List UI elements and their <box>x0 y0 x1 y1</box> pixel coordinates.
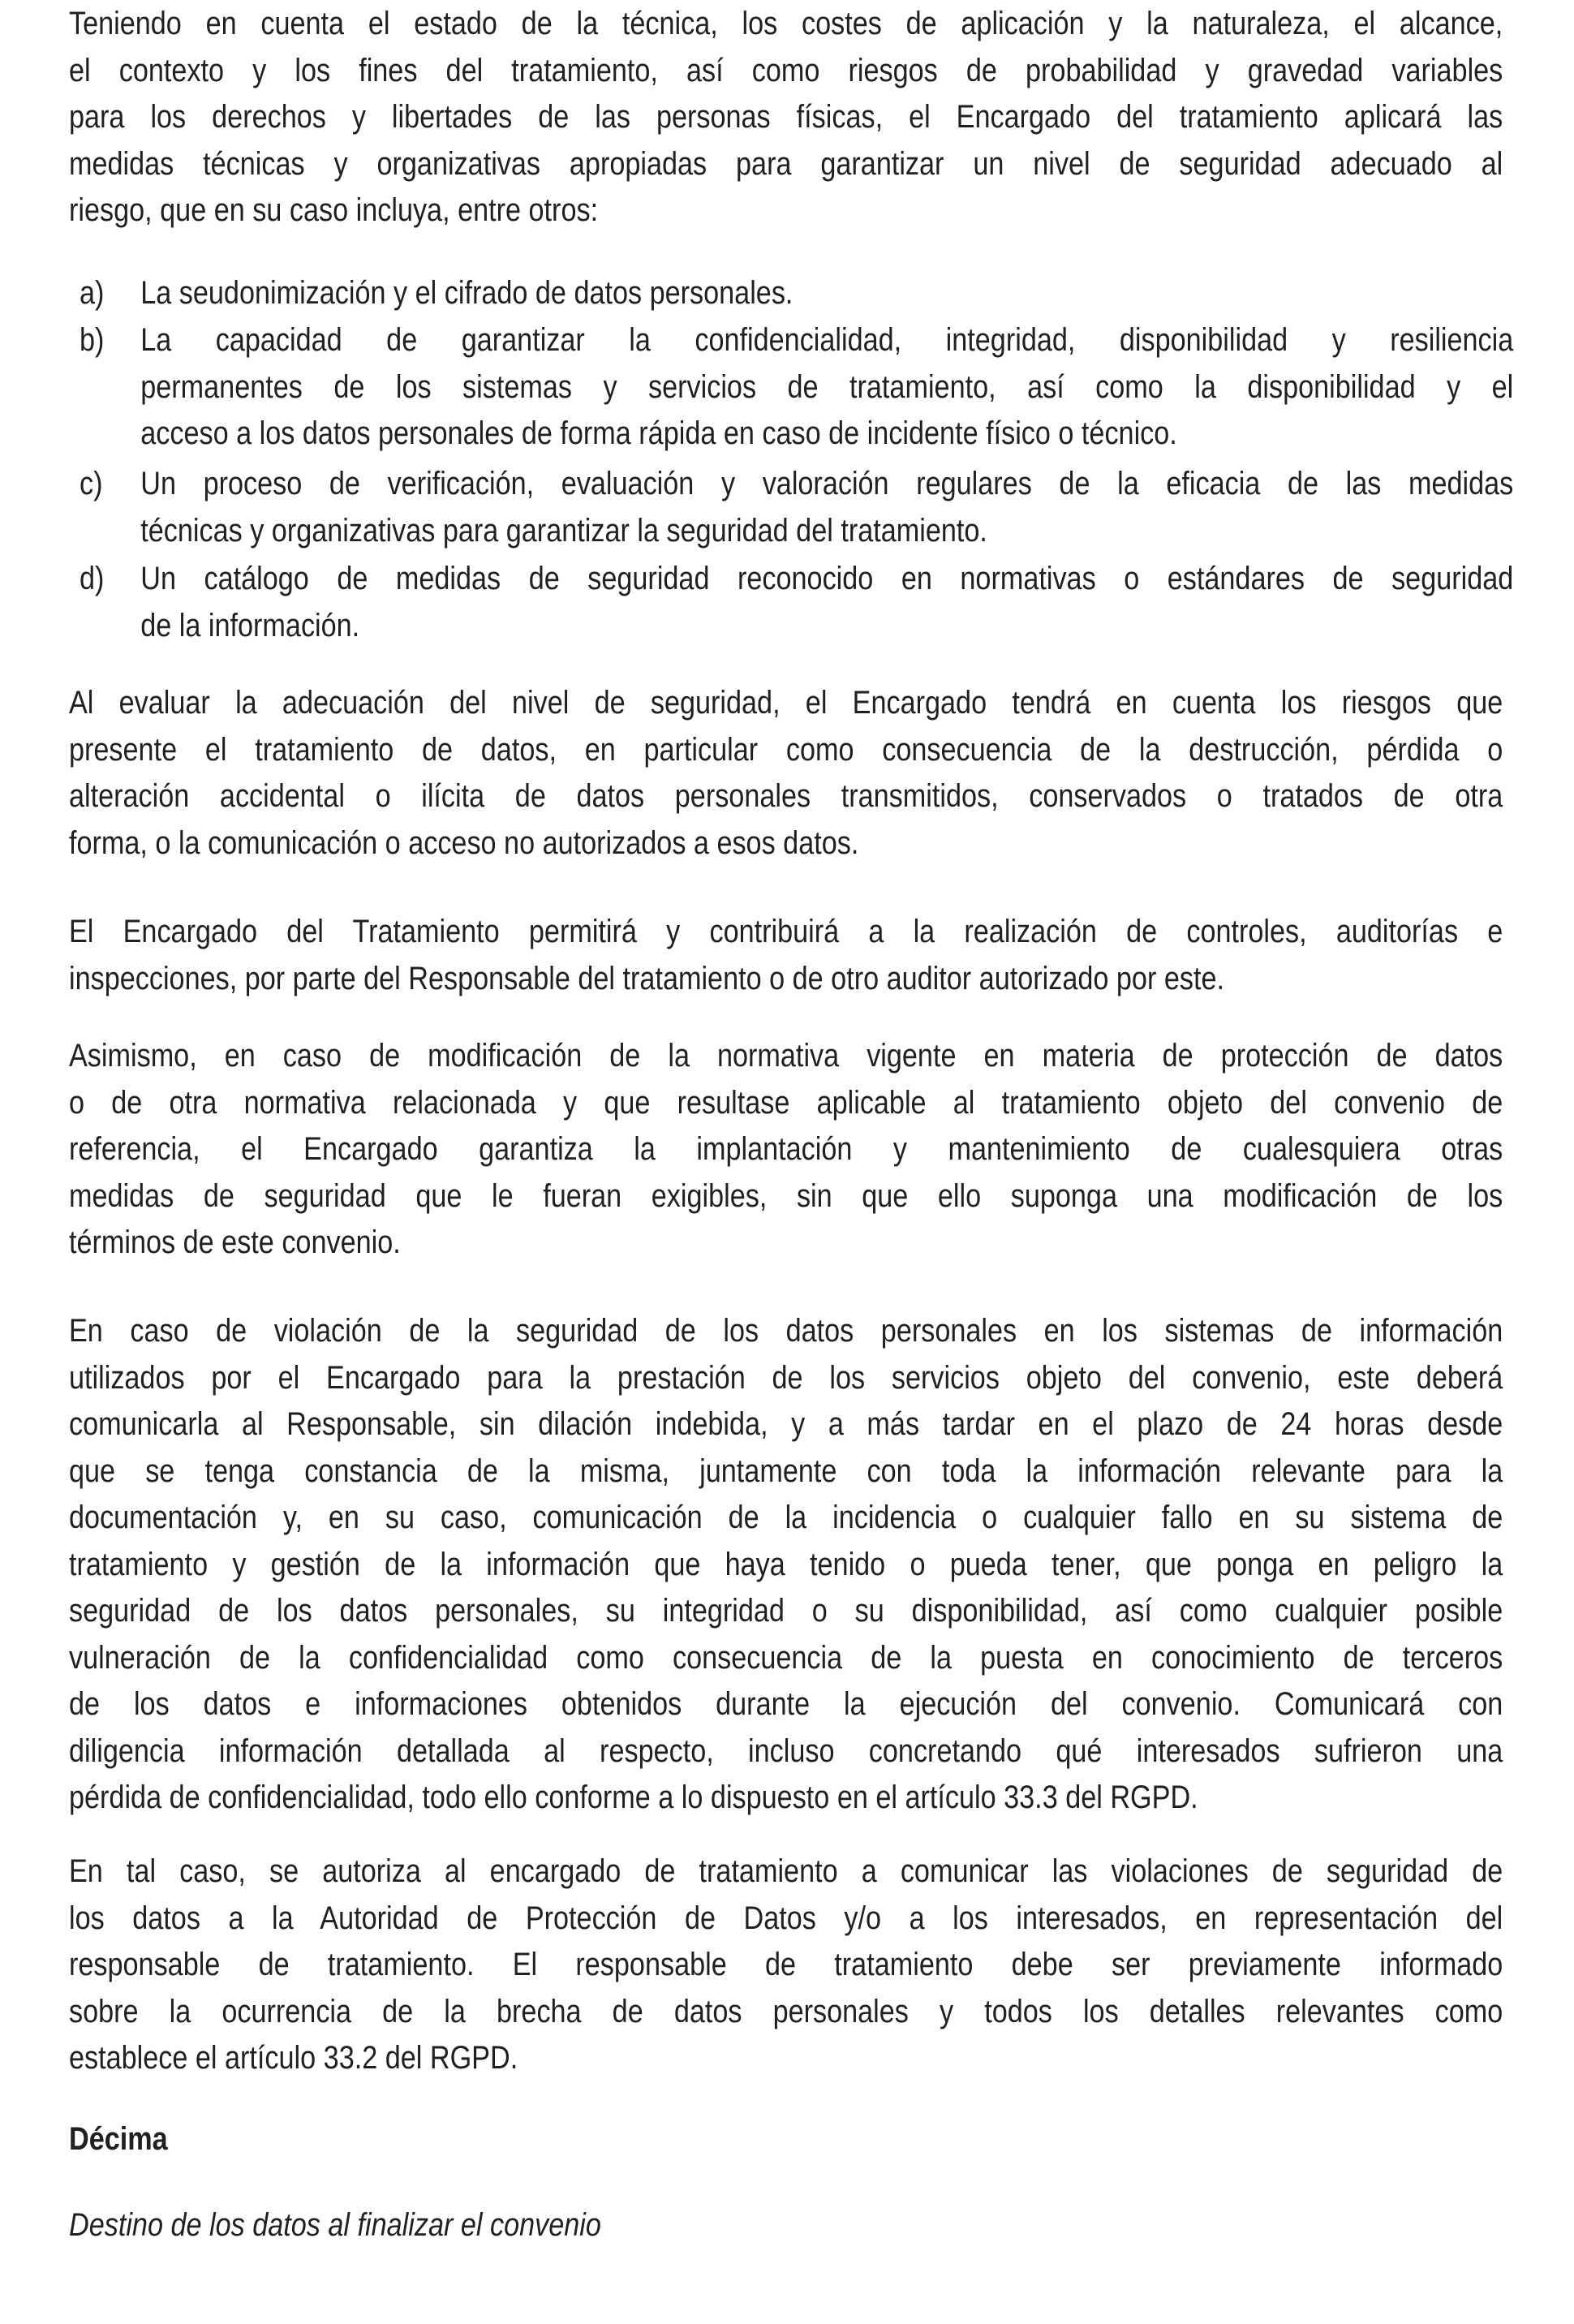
list-item-line: acceso a los datos personales de forma rápida en caso de incidente físico o técnico. <box>140 415 1177 451</box>
paragraph-line: utilizados por el Encargado para la prestación de los servicios objeto del convenio, este deberá <box>69 1359 1503 1396</box>
paragraph-line: seguridad de los datos personales, su integridad o su disponibilidad, así como cualquier posible <box>69 1593 1503 1629</box>
paragraph-line: Asimismo, en caso de modificación de la normativa vigente en materia de protección de datos <box>69 1038 1503 1074</box>
paragraph-breach-notification <box>69 1308 1503 1822</box>
list-item-line: Un catálogo de medidas de seguridad reconocido en normativas o estándares de seguridad <box>140 561 1514 596</box>
paragraph-line: El Encargado del Tratamiento permitirá y contribuirá a la realización de controles, auditorías e <box>69 914 1503 949</box>
list-marker: b) <box>80 322 105 358</box>
paragraph-line: En tal caso, se autoriza al encargado de tratamiento a comunicar las violaciones de seguridad de <box>69 1853 1503 1889</box>
paragraph-line: medidas técnicas y organizativas apropiadas para garantizar un nivel de seguridad adecuado al <box>69 145 1503 182</box>
paragraph-line: Teniendo en cuenta el estado de la técnica, los costes de aplicación y la naturaleza, el alcance, <box>69 6 1503 41</box>
paragraph-line: vulneración de la confidencialidad como consecuencia de la puesta en conocimiento de terceros <box>69 1639 1503 1676</box>
list-item-line: permanentes de los sistemas y servicios de tratamiento, así como la disponibilidad y el <box>140 368 1514 405</box>
paragraph-line: Al evaluar la adecuación del nivel de seguridad, el Encargado tendrá en cuenta los riesgos que <box>69 685 1503 721</box>
section-subheading-text: Destino de los datos al finalizar el convenio <box>69 2207 601 2243</box>
list-item-line: de la información. <box>140 607 360 643</box>
list-marker: c) <box>80 466 103 501</box>
paragraph-line: responsable de tratamiento. El responsable de tratamiento debe ser previamente informado <box>69 1947 1503 1982</box>
list-item-line: Un proceso de verificación, evaluación y valoración regulares de la eficacia de las medidas <box>140 466 1514 501</box>
paragraph-line: sobre la ocurrencia de la brecha de datos personales y todos los detalles relevantes como <box>69 1993 1503 2029</box>
paragraph-line: que se tenga constancia de la misma, juntamente con toda la información relevante para la <box>69 1452 1503 1489</box>
list-item-line: La seudonimización y el cifrado de datos personales. <box>140 275 793 311</box>
paragraph-line: pérdida de confidencialidad, todo ello conforme a lo dispuesto en el artículo 33.3 del RGPD. <box>69 1780 1198 1815</box>
paragraph-line: presente el tratamiento de datos, en particular como consecuencia de la destrucción, pérdida o <box>69 731 1503 768</box>
paragraph-line: de los datos e informaciones obtenidos durante la ejecución del convenio. Comunicará con <box>69 1686 1503 1722</box>
paragraph-line: riesgo, que en su caso incluya, entre otros: <box>69 192 599 228</box>
paragraph-regulatory-changes <box>69 1033 1503 1267</box>
paragraph-authority-notification <box>69 1848 1503 2082</box>
paragraph-security-assessment <box>69 680 1503 867</box>
paragraph-line: comunicarla al Responsable, sin dilación indebida, y a más tardar en el plazo de 24 horas desde <box>69 1406 1503 1442</box>
paragraph-line: los datos a la Autoridad de Protección de Datos y/o a los interesados, en representación del <box>69 1900 1503 1936</box>
paragraph-line: medidas de seguridad que le fueran exigibles, sin que ello suponga una modificación de los <box>69 1177 1503 1214</box>
list-item-line: técnicas y organizativas para garantizar la seguridad del tratamiento. <box>140 512 987 549</box>
paragraph-line: alteración accidental o ilícita de datos personales transmitidos, conservados o tratados de otra <box>69 778 1503 814</box>
paragraph-line: documentación y, en su caso, comunicación de la incidencia o cualquier fallo en su sistema de <box>69 1500 1503 1535</box>
paragraph-line: referencia, el Encargado garantiza la implantación y mantenimiento de cualesquiera otras <box>69 1131 1503 1167</box>
paragraph-line: inspecciones, por parte del Responsable del tratamiento o de otro auditor autorizado por este. <box>69 960 1224 996</box>
paragraph-line: para los derechos y libertades de las personas físicas, el Encargado del tratamiento aplicará las <box>69 99 1503 135</box>
paragraph-line: o de otra normativa relacionada y que resultase aplicable al tratamiento objeto del convenio de <box>69 1084 1503 1121</box>
paragraph-line: establece el artículo 33.2 del RGPD. <box>69 2040 518 2076</box>
list-item-line: La capacidad de garantizar la confidencialidad, integridad, disponibilidad y resiliencia <box>140 322 1514 358</box>
paragraph-line: forma, o la comunicación o acceso no autorizados a esos datos. <box>69 824 859 861</box>
list-marker: a) <box>80 275 105 311</box>
list-marker: d) <box>80 561 105 596</box>
paragraph-line: términos de este convenio. <box>69 1224 401 1260</box>
paragraph-line: En caso de violación de la seguridad de los datos personales en los sistemas de información <box>69 1313 1503 1349</box>
paragraph-line: diligencia información detallada al respecto, incluso concretando qué interesados sufrieron una <box>69 1732 1503 1769</box>
section-subheading <box>69 2202 1503 2249</box>
intro-paragraph <box>69 1 1503 235</box>
paragraph-line: el contexto y los fines del tratamiento, así como riesgos de probabilidad y gravedad variables <box>69 52 1503 88</box>
section-heading-text: Décima <box>69 2121 168 2157</box>
paragraph-line: tratamiento y gestión de la información que haya tenido o pueda tener, que ponga en peligro la <box>69 1546 1503 1582</box>
paragraph-audits <box>69 909 1503 1002</box>
section-heading <box>69 2116 1503 2163</box>
